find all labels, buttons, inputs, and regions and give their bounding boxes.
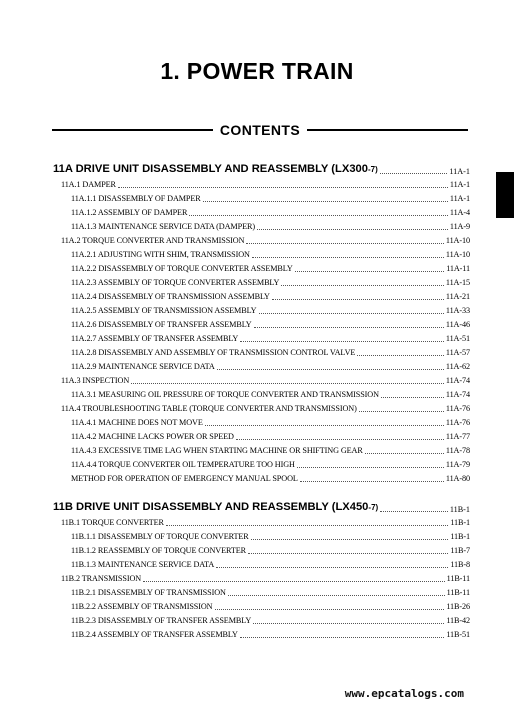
page-number: 11A-80: [445, 474, 470, 483]
toc-entry[interactable]: [53, 206, 470, 218]
toc-entry[interactable]: [53, 572, 470, 584]
toc-entry-title: 11A.2.9 MAINTENANCE SERVICE DATA: [71, 362, 215, 371]
dot-leader: [272, 299, 444, 300]
toc-entry[interactable]: [53, 614, 470, 626]
page-number: 11A-74: [445, 390, 470, 399]
toc-entry[interactable]: [53, 628, 470, 640]
toc-entry[interactable]: [53, 402, 470, 414]
dot-leader: [236, 439, 444, 440]
toc-entry[interactable]: [53, 458, 470, 470]
dot-leader: [189, 215, 448, 216]
toc-entry[interactable]: [53, 248, 470, 260]
toc-entry-title: 11A.2 TORQUE CONVERTER AND TRANSMISSION: [61, 236, 245, 245]
dot-leader: [166, 525, 448, 526]
toc-entry[interactable]: [53, 516, 470, 528]
toc-entry[interactable]: [53, 360, 470, 372]
section-heading-text: 11A DRIVE UNIT DISASSEMBLY AND REASSEMBLY (LX300: [53, 163, 368, 175]
section-heading-text: 11B DRIVE UNIT DISASSEMBLY AND REASSEMBLY (LX450: [53, 501, 369, 513]
dot-leader: [300, 481, 444, 482]
page-number: 11A-10: [445, 250, 470, 259]
toc-entry-title: 11A.2.5 ASSEMBLY OF TRANSMISSION ASSEMBLY: [71, 306, 257, 315]
dot-leader: [143, 581, 445, 582]
page-number: 11A-76: [445, 418, 470, 427]
toc-entry[interactable]: [53, 530, 470, 542]
toc-entry-title: METHOD FOR OPERATION OF EMERGENCY MANUAL SPOOL: [71, 474, 298, 483]
toc-entry-title: 11A.2.3 ASSEMBLY OF TORQUE CONVERTER ASSEMBLY: [71, 278, 280, 287]
footer-watermark[interactable]: www.epcatalogs.com: [344, 687, 464, 700]
toc-entry-title: 11A.2.7 ASSEMBLY OF TRANSFER ASSEMBLY: [71, 334, 239, 343]
page-number: 11B-51: [446, 630, 470, 639]
contents-label: CONTENTS: [219, 122, 301, 138]
page-number: 11B-1: [449, 505, 470, 514]
page-number: 11A-78: [445, 446, 470, 455]
toc-entry-title: 11A.1.1 DISASSEMBLY OF DAMPER: [71, 194, 201, 203]
toc-entry[interactable]: [53, 290, 470, 302]
dot-leader: [259, 313, 444, 314]
page-number: 11B-26: [446, 602, 470, 611]
page-number: 11B-11: [446, 588, 470, 597]
toc-entry[interactable]: [53, 262, 470, 274]
page-number: 11A-51: [445, 334, 470, 343]
toc-entry-title: 11B.2.3 DISASSEMBLY OF TRANSFER ASSEMBLY: [71, 616, 252, 625]
toc-entry-title: 11A.2.1 ADJUSTING WITH SHIM, TRANSMISSION: [71, 250, 250, 259]
section-heading-11a[interactable]: [53, 161, 470, 177]
toc-entry[interactable]: [53, 178, 470, 190]
dot-leader: [254, 327, 444, 328]
dot-leader: [257, 229, 448, 230]
toc-entry-title: 11B.1.1 DISASSEMBLY OF TORQUE CONVERTER: [71, 532, 249, 541]
toc-entry[interactable]: [53, 192, 470, 204]
page-number: 11A-79: [445, 460, 470, 469]
toc-entry[interactable]: [53, 374, 470, 386]
dot-leader: [359, 411, 444, 412]
toc-entry-title: 11A.4.1 MACHINE DOES NOT MOVE: [71, 418, 203, 427]
dot-leader: [380, 173, 448, 174]
page-number: 11A-74: [445, 376, 470, 385]
toc-entry[interactable]: [53, 558, 470, 570]
page-number: 11B-11: [446, 574, 470, 583]
page-number: 11A-46: [445, 320, 470, 329]
page-number: 11A-57: [445, 348, 470, 357]
page-number: 11A-62: [445, 362, 470, 371]
table-of-contents: [53, 0, 470, 712]
chapter-title: 1. POWER TRAIN: [160, 58, 354, 84]
toc-entry-title: 11A.2.8 DISASSEMBLY AND ASSEMBLY OF TRANSMISSION CONTROL VALVE: [71, 348, 356, 357]
page-number: 11B-7: [450, 546, 470, 555]
toc-entry[interactable]: [53, 332, 470, 344]
page-number: 11A-1: [449, 180, 470, 189]
toc-entry-title: 11B.1.2 REASSEMBLY OF TORQUE CONVERTER: [71, 546, 247, 555]
section-heading-11b[interactable]: [53, 499, 470, 515]
page-number: 11A-77: [445, 432, 470, 441]
page-number: 11B-42: [446, 616, 470, 625]
dot-leader: [240, 341, 444, 342]
toc-entry-title: 11B.2.2 ASSEMBLY OF TRANSMISSION: [71, 602, 213, 611]
page-number: 11A-9: [449, 222, 470, 231]
page-number: 11A-21: [445, 292, 470, 301]
page-number: 11A-33: [445, 306, 470, 315]
dot-leader: [380, 511, 448, 512]
section-heading-model-suffix: -7): [368, 165, 378, 174]
dot-leader: [365, 453, 444, 454]
dot-leader: [205, 425, 444, 426]
toc-entry[interactable]: [53, 318, 470, 330]
toc-entry-title: 11A.4 TROUBLESHOOTING TABLE (TORQUE CONVERTER AND TRANSMISSION): [61, 404, 357, 413]
dot-leader: [203, 201, 448, 202]
page-number: 11A-1: [449, 167, 470, 176]
toc-entry[interactable]: [53, 586, 470, 598]
toc-entry-title: 11A.1.2 ASSEMBLY OF DAMPER: [71, 208, 188, 217]
dot-leader: [131, 383, 444, 384]
dot-leader: [253, 623, 444, 624]
toc-entry-title: 11A.1 DAMPER: [61, 180, 116, 189]
toc-entry[interactable]: [53, 430, 470, 442]
section-thumb-tab: [496, 172, 514, 218]
dot-leader: [216, 567, 448, 568]
dot-leader: [297, 467, 444, 468]
dot-leader: [281, 285, 444, 286]
toc-entry[interactable]: [53, 234, 470, 246]
toc-entry-title: 11A.4.4 TORQUE CONVERTER OIL TEMPERATURE TOO HIGH: [71, 460, 295, 469]
dot-leader: [252, 257, 444, 258]
toc-entry[interactable]: [53, 276, 470, 288]
dot-leader: [228, 595, 445, 596]
dot-leader: [217, 369, 444, 370]
toc-entry[interactable]: [53, 544, 470, 556]
toc-entry-title: 11B.1.3 MAINTENANCE SERVICE DATA: [71, 560, 215, 569]
dot-leader: [240, 637, 445, 638]
dot-leader: [246, 243, 443, 244]
page-number: 11A-10: [445, 236, 470, 245]
toc-entry[interactable]: [53, 220, 470, 232]
dot-leader: [381, 397, 444, 398]
toc-entry-title: 11B.2.4 ASSEMBLY OF TRANSFER ASSEMBLY: [71, 630, 238, 639]
toc-entry[interactable]: [53, 304, 470, 316]
page-number: 11A-4: [449, 208, 470, 217]
toc-entry-title: 11B.2.1 DISASSEMBLY OF TRANSMISSION: [71, 588, 226, 597]
toc-entry-title: 11A.1.3 MAINTENANCE SERVICE DATA (DAMPER): [71, 222, 255, 231]
toc-entry[interactable]: [53, 388, 470, 400]
section-heading-model-suffix: -7): [368, 503, 379, 512]
dot-leader: [357, 355, 444, 356]
page-number: 11B-8: [450, 560, 470, 569]
page-number: 11B-1: [450, 518, 470, 527]
toc-entry[interactable]: [53, 472, 470, 484]
toc-entry-title: 11A.4.3 EXCESSIVE TIME LAG WHEN STARTING MACHINE OR SHIFTING GEAR: [71, 446, 363, 455]
toc-entry-title: 11A.3.1 MEASURING OIL PRESSURE OF TORQUE CONVERTER AND TRANSMISSION: [71, 390, 379, 399]
page-number: 11A-15: [445, 278, 470, 287]
toc-entry-title: 11B.2 TRANSMISSION: [61, 574, 142, 583]
toc-entry[interactable]: [53, 416, 470, 428]
toc-entry-title: 11A.2.6 DISASSEMBLY OF TRANSFER ASSEMBLY: [71, 320, 252, 329]
page-number: 11B-1: [450, 532, 470, 541]
toc-entry[interactable]: [53, 444, 470, 456]
toc-entry-title: 11A.3 INSPECTION: [61, 376, 130, 385]
dot-leader: [248, 553, 448, 554]
page-number: 11A-1: [449, 194, 470, 203]
page-number: 11A-76: [445, 404, 470, 413]
dot-leader: [251, 539, 449, 540]
toc-entry-title: 11B.1 TORQUE CONVERTER: [61, 518, 164, 527]
toc-entry[interactable]: [53, 600, 470, 612]
toc-entry-title: 11A.4.2 MACHINE LACKS POWER OR SPEED: [71, 432, 234, 441]
page-number: 11A-11: [446, 264, 470, 273]
dot-leader: [215, 609, 445, 610]
toc-entry-title: 11A.2.4 DISASSEMBLY OF TRANSMISSION ASSEMBLY: [71, 292, 270, 301]
dot-leader: [295, 271, 445, 272]
toc-entry[interactable]: [53, 346, 470, 358]
toc-entry-title: 11A.2.2 DISASSEMBLY OF TORQUE CONVERTER ASSEMBLY: [71, 264, 293, 273]
dot-leader: [118, 187, 448, 188]
